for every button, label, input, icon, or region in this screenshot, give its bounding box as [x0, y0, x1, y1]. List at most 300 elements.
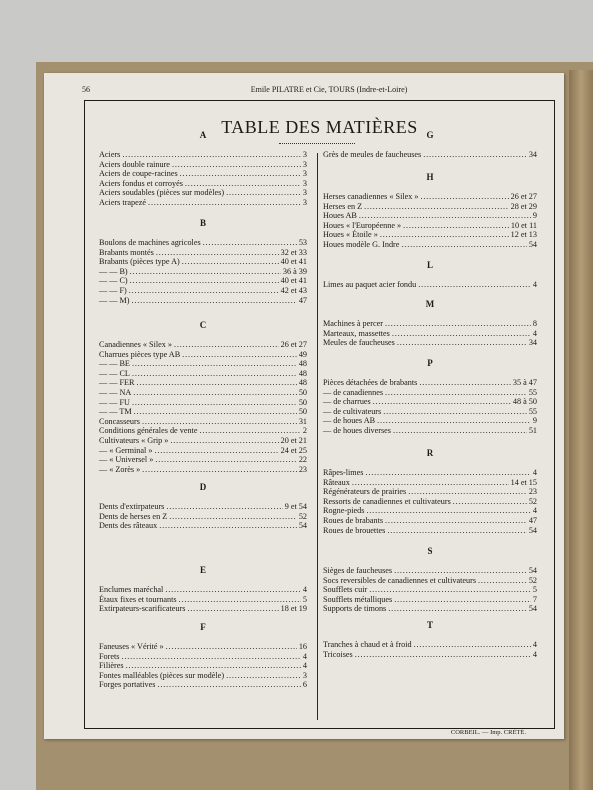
dot-leader: [129, 286, 279, 296]
section-p: [323, 359, 537, 436]
entry-label: — « Germinal »: [99, 445, 153, 455]
entry-page: 3: [302, 169, 307, 179]
section-letter: G: [426, 130, 434, 140]
entry-page: 42 et 43: [280, 285, 307, 295]
index-entry: [323, 240, 537, 250]
dot-leader: [132, 369, 297, 379]
dot-leader: [397, 338, 527, 348]
entry-page: 53: [298, 238, 307, 247]
entry-label: Aciers double rainure: [99, 159, 170, 169]
entry-page: 22: [298, 455, 307, 465]
dot-leader: [392, 329, 531, 339]
entry-label: Forges portatives: [99, 680, 156, 690]
entry-page: 4: [302, 651, 307, 661]
entry-page: 18 et 19: [280, 604, 307, 614]
index-entry: [99, 378, 307, 388]
dot-leader: [130, 267, 281, 277]
entry-page: 4: [302, 585, 307, 594]
index-entry: [323, 338, 537, 348]
index-entry: [99, 248, 307, 258]
index-entry: [323, 426, 537, 436]
dot-leader: [203, 238, 297, 248]
entry-page: 2: [302, 426, 307, 436]
dot-leader: [373, 397, 511, 407]
entry-label: Meules de faucheuses: [323, 338, 395, 348]
dot-leader: [170, 436, 278, 446]
entry-page: 48: [298, 359, 307, 369]
entry-label: Canadiennes « Silex »: [99, 340, 172, 349]
section-letter: P: [427, 358, 433, 368]
entry-label: Sièges de faucheuses: [323, 566, 393, 575]
section-f: [99, 623, 307, 690]
entry-label: Tranches à chaud et à froid: [323, 640, 412, 649]
dot-leader: [478, 576, 527, 586]
dot-leader: [423, 150, 527, 160]
entry-page: 52: [528, 496, 537, 506]
dot-leader: [182, 257, 279, 267]
index-entry: [323, 150, 537, 160]
section-letter: H: [426, 172, 434, 182]
entry-label: — — F): [99, 285, 127, 295]
dot-leader: [182, 350, 297, 360]
index-entry: [99, 350, 307, 360]
index-entry: [323, 329, 537, 339]
entry-page: 35 à 47: [512, 378, 537, 387]
entry-page: 4: [532, 649, 537, 659]
dot-leader: [174, 340, 279, 350]
index-entry: [99, 267, 307, 277]
section-l: [323, 261, 537, 290]
dot-leader: [366, 506, 531, 516]
index-entry: [323, 388, 537, 398]
entry-page: 24 et 25: [280, 445, 307, 455]
index-entry: [99, 398, 307, 408]
index-entry: [99, 369, 307, 379]
entry-label: Supports de timons: [323, 604, 387, 614]
index-entry: [323, 280, 537, 290]
entry-label: Houes « l'Européenne »: [323, 220, 402, 230]
entry-label: Brabants (pièces type A): [99, 257, 180, 267]
entry-page: 9: [532, 416, 537, 426]
entry-label: — — TM: [99, 407, 132, 417]
index-entry: [99, 160, 307, 170]
dot-leader: [157, 680, 300, 690]
entry-label: Extirpateurs-scarificateurs: [99, 604, 186, 614]
index-entry: [323, 585, 537, 595]
index-entry: [99, 417, 307, 427]
index-entry: [99, 595, 307, 605]
entry-page: 3: [302, 150, 307, 159]
entry-label: Socs reversibles de canadiennes et cultivateurs: [323, 575, 477, 585]
section-c: [99, 321, 307, 474]
dot-leader: [359, 211, 531, 221]
entry-label: Charrues pièces type AB: [99, 349, 181, 359]
catalog-page: [44, 73, 564, 739]
entry-label: — « Universel »: [99, 455, 154, 465]
index-entry: [99, 521, 307, 531]
entry-page: 26 et 27: [280, 340, 307, 349]
entry-page: 36 à 39: [282, 266, 307, 276]
index-entry: [99, 604, 307, 614]
dot-leader: [226, 188, 301, 198]
dot-leader: [364, 202, 509, 212]
entry-page: 48 à 50: [512, 397, 537, 407]
dot-leader: [355, 650, 531, 660]
column-divider: [317, 153, 318, 720]
entry-label: Fontes malléables (pièces sur modèle): [99, 670, 225, 680]
index-entry: [323, 576, 537, 586]
dot-leader: [133, 388, 297, 398]
entry-page: 55: [528, 387, 537, 397]
entry-page: 20 et 21: [280, 435, 307, 445]
entry-label: — de houes diverses: [323, 425, 391, 435]
entry-label: Étaux fixes et tournants: [99, 594, 177, 604]
dot-leader: [126, 661, 301, 671]
entry-label: — — NA: [99, 387, 132, 397]
entry-label: — de houes AB: [323, 416, 376, 426]
entry-label: Enclumes maréchal: [99, 585, 164, 594]
entry-page: 3: [302, 188, 307, 198]
index-entry: [323, 468, 537, 478]
dot-leader: [385, 319, 531, 329]
page-title: TABLE DES MATIÈRES: [221, 117, 418, 137]
entry-label: Soufflets métalliques: [323, 594, 393, 604]
entry-label: — de charrues: [323, 397, 371, 407]
section-m: [323, 300, 537, 348]
section-e: [99, 566, 307, 614]
entry-page: 52: [298, 511, 307, 521]
index-entry: [323, 416, 537, 426]
dot-leader: [130, 276, 279, 286]
entry-page: 47: [298, 295, 307, 305]
dot-leader: [154, 446, 278, 456]
section-letter: C: [199, 320, 207, 330]
section-b: [99, 219, 307, 305]
entry-label: Conditions générales de vente: [99, 426, 198, 436]
entry-page: 40 et 41: [280, 276, 307, 286]
index-entry: [323, 526, 537, 536]
entry-page: 12 et 13: [510, 230, 537, 240]
section-letter: L: [426, 260, 433, 270]
dot-leader: [156, 248, 279, 258]
index-entry: [99, 179, 307, 189]
index-entry: [323, 407, 537, 417]
entry-label: Tricoises: [323, 649, 353, 659]
entry-label: — — M): [99, 295, 130, 305]
entry-label: Aciers de coupe-racines: [99, 169, 178, 179]
entry-page: 32 et 33: [280, 247, 307, 257]
book-spine: [569, 70, 593, 790]
dot-leader: [377, 416, 531, 426]
section-letter: T: [426, 620, 433, 630]
entry-label: Herses canadiennes « Silex »: [323, 192, 419, 201]
entry-page: 8: [532, 319, 537, 328]
entry-page: 14 et 15: [510, 477, 537, 487]
entry-page: 10 et 11: [510, 220, 537, 230]
entry-label: Boulons de machines agricoles: [99, 238, 201, 247]
entry-label: — de canadiennes: [323, 387, 384, 397]
entry-label: Machines à percer: [323, 319, 384, 328]
dot-leader: [142, 465, 297, 475]
index-entry: [99, 169, 307, 179]
index-entry: [99, 426, 307, 436]
section-d: [99, 483, 307, 531]
entry-page: 40 et 41: [280, 257, 307, 267]
index-entry: [99, 436, 307, 446]
entry-label: Pièces détachées de brabants: [323, 378, 418, 387]
dot-leader: [419, 378, 511, 388]
entry-page: 3: [302, 197, 307, 207]
entry-label: Dents d'extirpateurs: [99, 502, 165, 511]
entry-page: 4: [532, 640, 537, 649]
dot-leader: [169, 512, 297, 522]
entry-label: Aciers: [99, 150, 121, 159]
entry-page: 4: [532, 506, 537, 516]
section-letter: D: [199, 482, 207, 492]
index-entry: [323, 487, 537, 497]
entry-label: — — B): [99, 266, 128, 276]
index-entry: [323, 230, 537, 240]
index-entry: [323, 378, 537, 388]
entry-page: 48: [298, 368, 307, 378]
index-entry: [323, 221, 537, 231]
dot-leader: [172, 160, 301, 170]
entry-page: 3: [302, 159, 307, 169]
dot-leader: [394, 595, 531, 605]
entry-label: Grès de meules de faucheuses: [323, 150, 422, 159]
section-s: [323, 547, 537, 614]
entry-label: — — C): [99, 276, 128, 286]
entry-label: Filières: [99, 661, 124, 671]
dot-leader: [180, 169, 301, 179]
section-letter: F: [200, 622, 206, 632]
entry-page: 23: [528, 487, 537, 497]
dot-leader: [226, 671, 301, 681]
index-entry: [99, 340, 307, 350]
entry-label: Soufflets cuir: [323, 585, 368, 595]
dot-leader: [387, 526, 527, 536]
index-entry: [99, 296, 307, 306]
section-g: [323, 131, 537, 160]
section-letter: S: [427, 546, 433, 556]
dot-leader: [185, 179, 301, 189]
dot-leader: [122, 150, 301, 160]
index-entry: [323, 397, 537, 407]
dot-leader: [132, 398, 297, 408]
section-r: [323, 449, 537, 535]
entry-label: — « Zorès »: [99, 464, 141, 474]
entry-label: Forets: [99, 651, 120, 661]
dot-leader: [131, 296, 296, 306]
entry-label: Aciers fondus et corroyés: [99, 178, 183, 188]
entry-page: 55: [528, 406, 537, 416]
index-entry: [323, 478, 537, 488]
index-entry: [99, 502, 307, 512]
entry-label: — de cultivateurs: [323, 406, 382, 416]
section-h: [323, 173, 537, 250]
dot-leader: [385, 516, 527, 526]
index-entry: [99, 585, 307, 595]
index-entry: [99, 661, 307, 671]
entry-page: 4: [532, 328, 537, 338]
entry-page: 23: [298, 464, 307, 474]
dot-leader: [187, 604, 278, 614]
index-entry: [99, 388, 307, 398]
index-entry: [323, 516, 537, 526]
entry-page: 50: [298, 407, 307, 417]
index-entry: [323, 497, 537, 507]
index-entry: [323, 566, 537, 576]
dot-leader: [155, 455, 296, 465]
dot-leader: [166, 642, 297, 652]
entry-page: 4: [532, 468, 537, 477]
entry-page: 28 et 29: [510, 201, 537, 211]
dot-leader: [408, 487, 527, 497]
entry-page: 54: [298, 521, 307, 531]
entry-page: 54: [528, 604, 537, 614]
index-entry: [323, 604, 537, 614]
entry-page: 9 et 54: [284, 502, 307, 511]
index-entry: [99, 455, 307, 465]
dot-leader: [159, 521, 297, 531]
entry-page: 34: [528, 150, 537, 159]
entry-label: Rogne-pieds: [323, 506, 365, 516]
index-entry: [99, 286, 307, 296]
entry-label: Faneuses « Vérité »: [99, 642, 164, 651]
entry-page: 54: [528, 239, 537, 249]
section-letter: A: [199, 130, 207, 140]
entry-page: 52: [528, 575, 537, 585]
entry-label: Limes au paquet acier fondu: [323, 280, 417, 289]
dot-leader: [380, 230, 509, 240]
index-entry: [323, 202, 537, 212]
index-entry: [99, 276, 307, 286]
dot-leader: [352, 478, 509, 488]
section-letter: B: [199, 218, 206, 228]
index-entry: [99, 150, 307, 160]
entry-label: Ressorts de canadiennes et cultivateurs: [323, 496, 451, 506]
section-letter: R: [426, 448, 434, 458]
section-a: [99, 131, 307, 208]
index-entry: [99, 407, 307, 417]
entry-label: — — FER: [99, 378, 135, 388]
entry-label: Aciers trapezé: [99, 197, 147, 207]
entry-page: 54: [528, 525, 537, 535]
dot-leader: [418, 280, 531, 290]
dot-leader: [179, 595, 301, 605]
content-frame: [84, 100, 555, 729]
entry-page: 34: [528, 338, 537, 348]
entry-page: 47: [528, 515, 537, 525]
index-entry: [99, 652, 307, 662]
entry-label: Marteaux, massettes: [323, 328, 390, 338]
index-entry: [323, 211, 537, 221]
imprint: CORBEIL. — Imp. CRÉTÉ.: [450, 729, 526, 736]
dot-leader: [148, 198, 301, 208]
entry-label: Cultivateurs « Grip »: [99, 435, 169, 445]
index-entry: [99, 671, 307, 681]
dot-leader: [166, 502, 282, 512]
entry-page: 4: [302, 661, 307, 671]
entry-label: Dents de herses en Z: [99, 511, 168, 521]
entry-page: 54: [528, 566, 537, 575]
entry-page: 50: [298, 387, 307, 397]
index-entry: [323, 192, 537, 202]
dot-leader: [199, 426, 300, 436]
index-entry: [323, 650, 537, 660]
entry-page: 3: [302, 670, 307, 680]
entry-label: Aciers soudables (pièces sur modèles): [99, 188, 225, 198]
index-entry: [99, 359, 307, 369]
entry-page: 9: [532, 211, 537, 221]
index-entry: [323, 595, 537, 605]
page-number: 56: [82, 85, 90, 94]
section-letter: E: [199, 565, 206, 575]
entry-page: 50: [298, 397, 307, 407]
entry-page: 48: [298, 378, 307, 388]
entry-label: Roues de brabants: [323, 515, 384, 525]
entry-page: 6: [302, 680, 307, 690]
entry-page: 4: [532, 280, 537, 289]
entry-label: Dents des râteaux: [99, 521, 158, 531]
entry-page: 49: [298, 349, 307, 359]
entry-label: Régénérateurs de prairies: [323, 487, 407, 497]
index-entry: [99, 680, 307, 690]
entry-label: — — BE: [99, 359, 130, 369]
dot-leader: [142, 417, 297, 427]
entry-label: Râpes-limes: [323, 468, 364, 477]
entry-label: Concasseurs: [99, 416, 140, 426]
section-letter: M: [425, 299, 435, 309]
entry-label: Houes « Étoile »: [323, 230, 378, 240]
entry-page: 7: [532, 594, 537, 604]
dot-leader: [403, 221, 509, 231]
index-entry: [99, 465, 307, 475]
entry-label: Herses en Z: [323, 201, 363, 211]
index-entry: [99, 446, 307, 456]
dot-leader: [453, 497, 527, 507]
entry-label: — — FU: [99, 397, 130, 407]
entry-label: Houes AB: [323, 211, 357, 221]
entry-label: Roues de brouettes: [323, 525, 386, 535]
entry-label: Houes modèle G. Indre: [323, 239, 400, 249]
entry-page: 16: [298, 642, 307, 651]
dot-leader: [421, 192, 509, 202]
entry-label: — — CL: [99, 368, 130, 378]
index-entry: [99, 512, 307, 522]
index-entry: [99, 257, 307, 267]
dot-leader: [365, 468, 530, 478]
index-entry: [99, 238, 307, 248]
dot-leader: [393, 426, 527, 436]
entry-page: 26 et 27: [510, 192, 537, 201]
index-entry: [323, 506, 537, 516]
dot-leader: [134, 407, 297, 417]
dot-leader: [394, 566, 527, 576]
index-entry: [99, 198, 307, 208]
dot-leader: [121, 652, 300, 662]
index-entry: [323, 319, 537, 329]
dot-leader: [383, 407, 527, 417]
dot-leader: [388, 604, 527, 614]
running-header: Emile PILATRE et Cie, TOURS (Indre-et-Loire): [250, 85, 408, 94]
entry-page: 51: [528, 425, 537, 435]
entry-page: 3: [302, 178, 307, 188]
entry-label: Brabants montés: [99, 247, 154, 257]
entry-page: 5: [532, 585, 537, 595]
entry-page: 5: [302, 594, 307, 604]
dot-leader: [369, 585, 531, 595]
